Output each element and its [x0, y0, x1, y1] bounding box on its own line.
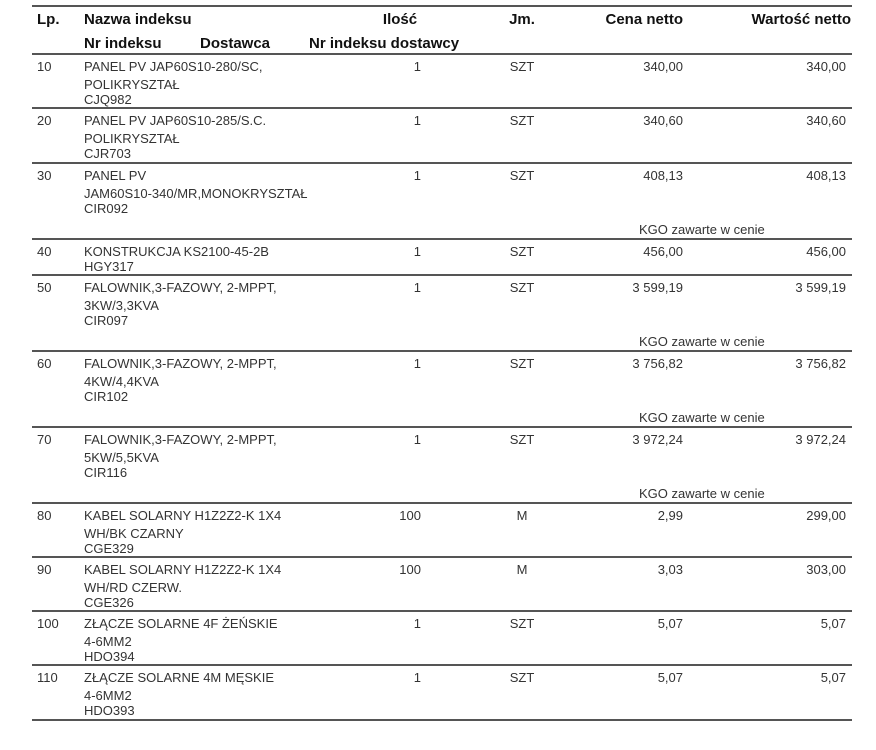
row-name-line1: KONSTRUKCJA KS2100-45-2B: [84, 244, 269, 259]
row-unit: SZT: [509, 113, 535, 128]
row-net-value: 303,00: [806, 562, 846, 577]
row-net-value: 3 756,82: [795, 356, 846, 371]
row-name-line2: 5KW/5,5KVA: [84, 450, 159, 465]
row-unit: SZT: [509, 168, 535, 183]
row-lp: 100: [37, 616, 59, 631]
row-unit: SZT: [509, 280, 535, 295]
row-unit: SZT: [509, 244, 535, 259]
row-index-code: HGY317: [84, 259, 134, 274]
row-name-line2: WH/BK CZARNY: [84, 526, 184, 541]
row-quantity: 1: [413, 113, 421, 128]
header-cena-netto: Cena netto: [605, 11, 683, 28]
row-net-value: 408,13: [806, 168, 846, 183]
row-lp: 70: [37, 432, 52, 447]
row-unit: SZT: [509, 616, 535, 631]
row-net-value: 5,07: [820, 670, 846, 685]
row-note: KGO zawarte w cenie: [639, 486, 765, 501]
row-net-price: 340,60: [643, 113, 683, 128]
row-net-price: 3 599,19: [632, 280, 683, 295]
row-quantity: 1: [413, 432, 421, 447]
row-lp: 50: [37, 280, 52, 295]
row-note: KGO zawarte w cenie: [639, 410, 765, 425]
row-quantity: 100: [399, 562, 421, 577]
row-index-code: CGE329: [84, 541, 134, 556]
row-index-code: CIR097: [84, 313, 129, 328]
row-name-line2: JAM60S10-340/MR,MONOKRYSZTAŁ: [84, 186, 308, 201]
row-lp: 60: [37, 356, 52, 371]
row-index-code: CJR703: [84, 146, 131, 161]
row-name-line2: POLIKRYSZTAŁ: [84, 77, 180, 92]
row-name-line2: 3KW/3,3KVA: [84, 298, 159, 313]
row-name-line1: PANEL PV JAP60S10-280/SC,: [84, 59, 263, 74]
row-name-line1: PANEL PV JAP60S10-285/S.C.: [84, 113, 267, 128]
row-net-value: 340,00: [806, 59, 846, 74]
row-lp: 90: [37, 562, 52, 577]
row-index-code: CIR102: [84, 389, 129, 404]
row-net-price: 5,07: [657, 616, 683, 631]
table-row: [0, 109, 876, 162]
row-quantity: 1: [413, 356, 421, 371]
table-row: [0, 666, 876, 719]
row-index-code: CIR116: [84, 465, 128, 480]
header-ilosc: Ilość: [382, 11, 418, 28]
row-net-price: 340,00: [643, 59, 683, 74]
header-nr-indeksu: Nr indeksu: [84, 35, 162, 52]
row-quantity: 1: [413, 616, 421, 631]
row-name-line2: WH/RD CZERW.: [84, 580, 182, 595]
table-row: [0, 352, 876, 426]
row-note: KGO zawarte w cenie: [639, 334, 765, 349]
row-index-code: CIR092: [84, 201, 129, 216]
table-top-rule: [32, 5, 852, 7]
row-net-price: 456,00: [643, 244, 683, 259]
row-net-value: 456,00: [806, 244, 846, 259]
row-net-value: 3 599,19: [795, 280, 846, 295]
row-name-line2: 4-6MM2: [84, 688, 132, 703]
row-net-price: 2,99: [657, 508, 683, 523]
row-net-price: 3 972,24: [632, 432, 683, 447]
row-net-price: 5,07: [657, 670, 683, 685]
row-net-value: 3 972,24: [795, 432, 846, 447]
row-quantity: 1: [413, 670, 421, 685]
row-quantity: 1: [413, 168, 421, 183]
row-lp: 110: [37, 670, 58, 685]
row-name-line1: FALOWNIK,3-FAZOWY, 2-MPPT,: [84, 432, 277, 447]
row-name-line1: PANEL PV: [84, 168, 147, 183]
table-row: [0, 276, 876, 350]
row-note: KGO zawarte w cenie: [639, 222, 765, 237]
header-nr-indeksu-dostawcy: Nr indeksu dostawcy: [309, 35, 460, 52]
table-row: [0, 428, 876, 502]
table-row: [0, 164, 876, 238]
row-unit: SZT: [509, 59, 535, 74]
row-name-line2: 4-6MM2: [84, 634, 132, 649]
row-quantity: 1: [413, 280, 421, 295]
row-quantity: 1: [413, 244, 421, 259]
table-row: [0, 558, 876, 610]
table-row: [0, 504, 876, 556]
row-name-line1: ZŁĄCZE SOLARNE 4M MĘSKIE: [84, 670, 274, 685]
row-lp: 20: [37, 113, 52, 128]
row-unit: SZT: [509, 432, 535, 447]
header-wartosc-netto: Wartość netto: [751, 11, 851, 28]
row-unit: SZT: [509, 670, 535, 685]
row-index-code: HDO393: [84, 703, 135, 718]
row-unit: SZT: [509, 356, 535, 371]
row-index-code: CGE326: [84, 595, 134, 610]
row-quantity: 1: [413, 59, 421, 74]
header-nazwa-indeksu: Nazwa indeksu: [84, 11, 192, 28]
row-name-line1: FALOWNIK,3-FAZOWY, 2-MPPT,: [84, 356, 277, 371]
row-name-line1: ZŁĄCZE SOLARNE 4F ŻEŃSKIE: [84, 616, 278, 631]
row-name-line2: 4KW/4,4KVA: [84, 374, 159, 389]
row-lp: 30: [37, 168, 52, 183]
row-name-line1: KABEL SOLARNY H1Z2Z2-K 1X4: [84, 508, 282, 523]
row-net-value: 299,00: [806, 508, 846, 523]
row-net-value: 5,07: [820, 616, 846, 631]
row-index-code: CJQ982: [84, 92, 132, 107]
table-row: [0, 612, 876, 664]
table-row: [0, 240, 876, 274]
row-unit: M: [516, 562, 528, 577]
row-net-price: 408,13: [643, 168, 683, 183]
row-unit: M: [516, 508, 528, 523]
row-lp: 40: [37, 244, 52, 259]
row-lp: 80: [37, 508, 52, 523]
row-net-price: 3,03: [657, 562, 683, 577]
row-name-line1: KABEL SOLARNY H1Z2Z2-K 1X4: [84, 562, 282, 577]
row-index-code: HDO394: [84, 649, 135, 664]
row-quantity: 100: [399, 508, 421, 523]
row-name-line2: POLIKRYSZTAŁ: [84, 131, 180, 146]
table-row: [0, 55, 876, 107]
header-dostawca: Dostawca: [200, 35, 271, 52]
row-lp: 10: [37, 59, 52, 74]
header-lp: Lp.: [37, 11, 60, 28]
row-name-line1: FALOWNIK,3-FAZOWY, 2-MPPT,: [84, 280, 277, 295]
header-jm: Jm.: [509, 11, 535, 28]
row-net-value: 340,60: [806, 113, 846, 128]
row-net-price: 3 756,82: [632, 356, 683, 371]
row-rule: [32, 719, 852, 721]
